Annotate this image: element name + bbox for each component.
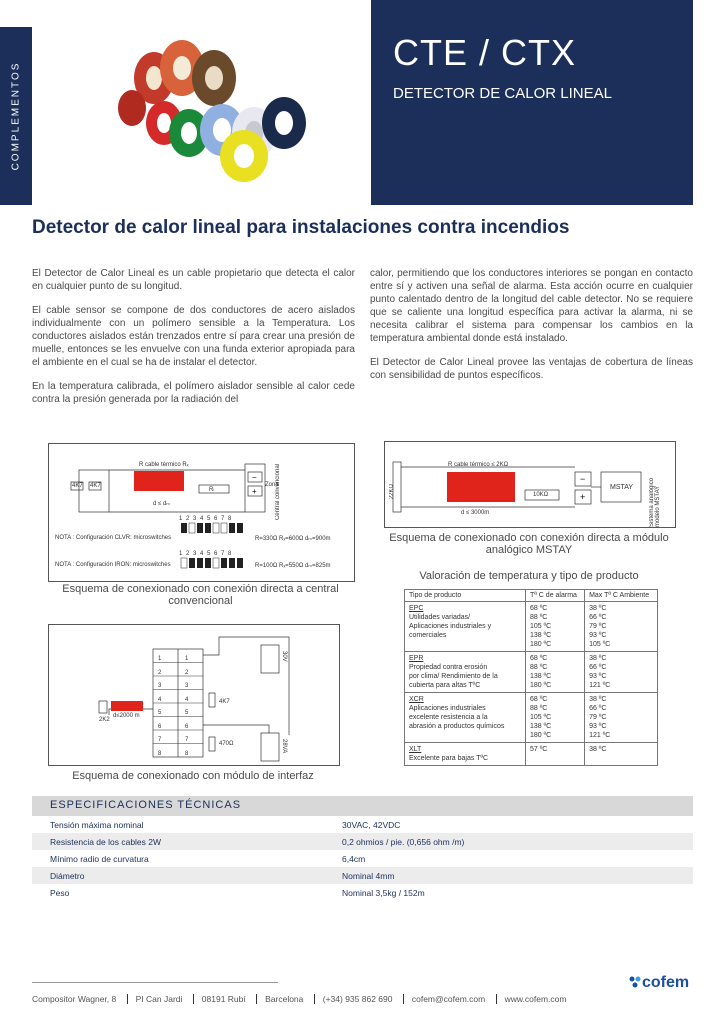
footer-contact — [32, 994, 574, 1004]
resistor-label: 22KΩ — [389, 484, 395, 500]
table-row: XCR Aplicaciones industriales excelente resistencia a la abrasión a productos químicos 68 ºC 88 ºC 105 ºC 138 ºC 180 ºC 38 ºC 66 ºC 79 ºC 93 ºC 121 ºC — [405, 693, 658, 743]
spec-row: Mínimo radio de curvatura 6,4cm — [32, 850, 693, 867]
footer-website[interactable]: www.cofem.com — [496, 994, 575, 1004]
footer-address: Compositor Wagner, 8 — [32, 994, 117, 1004]
resistor-label: 4K7 — [72, 483, 83, 489]
footer-city: Barcelona — [256, 994, 311, 1004]
terminal-numbers-left: 1 2 3 4 5 6 7 8 — [158, 656, 162, 757]
diagram-caption: Esquema de conexionado con conexión directa a módulo analógico MSTAY — [389, 532, 669, 556]
voltage-label: 30V — [281, 651, 287, 662]
zona-label: Zona — [265, 482, 279, 488]
footer-divider — [32, 982, 278, 983]
resistor-label: 10KΩ — [533, 492, 549, 498]
table-header-row — [405, 590, 658, 602]
paragraph: calor, permitiendo que los conductores interiores se pongan en contacto entre sí y activen una señal de alarma. Esta acción ocurre en cualquier punto calentado dentro de la longitud del cable detector. No se requiere que se caliente una longitud específica para activar la alarma, ni se necesita calibrar el sistema para compensar los cambios en la temperatura ambiental donde está instalado. — [370, 268, 693, 344]
text-column-right — [370, 267, 693, 393]
central-label: Central convencional — [275, 464, 281, 521]
diagram-caption: Esquema de conexionado con módulo de interfaz — [72, 770, 314, 782]
header-banner — [371, 0, 693, 205]
resistor-label: 2K2 — [99, 717, 110, 723]
diagram-conventional-panel — [48, 443, 355, 582]
resistor-label: 4K7 — [90, 483, 101, 489]
paragraph: El Detector de Calor Lineal es un cable propietario que detecta el calor en cualquier punto de su longitud. — [32, 268, 355, 292]
footer-area: PI Can Jardi — [127, 994, 191, 1004]
specs-title: ESPECIFICACIONES TÉCNICAS — [50, 799, 242, 811]
logo-icon — [628, 975, 642, 989]
voltage-label: 28VA — [281, 739, 287, 754]
cofem-logo: cofem — [628, 974, 689, 992]
sidebar-label: COMPLEMENTOS — [10, 61, 22, 171]
spec-row: Resistencia de los cables 2W 0,2 ohmios / pie. (0,656 ohm /m) — [32, 833, 693, 850]
dip-numbers: 1 2 3 4 5 6 7 8 — [179, 516, 233, 522]
product-title: CTE / CTX — [393, 32, 577, 73]
svg-text:−: − — [580, 474, 586, 484]
specs-header — [32, 796, 693, 816]
note-iron-values: R=100Ω Rₓ=550Ω dₘ=825m — [255, 563, 331, 569]
diagram-interface-module — [48, 624, 340, 766]
paragraph: En la temperatura calibrada, el polímero aislador sensible al calor cede contra la presión generada por la radiación del — [32, 381, 355, 405]
table-title: Valoración de temperatura y tipo de producto — [419, 570, 639, 582]
note-clvr: NOTA : Configuración CLVR: microswitches — [55, 535, 172, 541]
table-row: XLT Excelente para bajas TºC 57 ºC 38 ºC — [405, 743, 658, 766]
dip-numbers: 1 2 3 4 5 6 7 8 — [179, 551, 233, 557]
footer-postcode: 08191 Rubí — [193, 994, 254, 1004]
spec-row: Peso Nominal 3,5kg / 152m — [32, 884, 693, 901]
spec-row: Diámetro Nominal 4mm — [32, 867, 693, 884]
rl-label: Rₗ — [209, 487, 215, 493]
spec-row: Tensión máxima nominal 30VAC, 42VDC — [32, 816, 693, 833]
diagram-mstay-module — [384, 441, 676, 528]
distance-label: d ≤ dₘ — [153, 501, 171, 507]
footer-phone[interactable]: (+34) 935 862 690 — [314, 994, 401, 1004]
svg-text:−: − — [252, 473, 257, 482]
svg-text:+: + — [252, 487, 257, 496]
cable-label: R cable térmico Rₓ — [139, 462, 189, 468]
paragraph: El Detector de Calor Lineal provee las ventajas de cobertura de líneas con sensibilidad de puntos específicos. — [370, 357, 693, 381]
footer-email[interactable]: cofem@cofem.com — [403, 994, 493, 1004]
svg-text:+: + — [580, 492, 586, 502]
column-header: Max Tª C Ambiente — [585, 590, 658, 602]
cable-spools-photo — [104, 38, 316, 188]
paragraph: El cable sensor se compone de dos conductores de acero aislados individualmente con un polímero sensible a la Temperatura. Los conductores aislados están trenzados entre sí para crear una presión de muelle, entonces se les envuelve con una funda exterior apropiada para el ambiente en el cual se ha de instalar el detector. — [32, 305, 355, 368]
product-subtitle: DETECTOR DE CALOR LINEAL — [393, 85, 612, 102]
product-table — [404, 589, 658, 766]
page-heading: Detector de calor lineal para instalaciones contra incendios — [32, 217, 570, 238]
cable-label: R cable térmico ≤ 2KΩ — [448, 462, 509, 468]
sidebar-tab — [0, 27, 32, 205]
text-column-left — [32, 267, 355, 417]
resistor-label: 470Ω — [219, 741, 234, 747]
distance-label: d≤2000 m — [113, 713, 140, 719]
diagram-caption: Esquema de conexionado con conexión directa a central convencional — [62, 583, 339, 607]
table-row: EPR Propiedad contra erosión por clima/ Rendimiento de la cubierta para altas TºC 68 ºC 88 ºC 138 ºC 180 ºC 38 ºC 66 ºC 93 ºC 121 ºC — [405, 652, 658, 693]
column-header: Tª C de alarma — [526, 590, 585, 602]
distance-label: d ≤ 3000m — [461, 510, 490, 516]
terminal-numbers-right: 1 2 3 4 5 6 7 8 — [185, 656, 189, 757]
note-clvr-values: R=330Ω Rₓ=600Ω dₘ=900m — [255, 536, 331, 542]
module-label: MSTAY — [610, 484, 634, 491]
resistor-label: 4K7 — [219, 699, 230, 705]
note-iron: NOTA : Configuración IRON: microswitches — [55, 562, 171, 568]
column-header: Tipo de producto — [405, 590, 526, 602]
table-row: EPC Utilidades variadas/ Aplicaciones industriales y comerciales 68 ºC 88 ºC 105 ºC 138 ºC 180 ºC 38 ºC 66 ºC 79 ºC 93 ºC 105 ºC — [405, 602, 658, 652]
wiring-diagram — [49, 625, 339, 765]
wiring-diagram — [49, 444, 354, 581]
system-label: Sistema analógico modelo MSTAY — [649, 477, 661, 527]
